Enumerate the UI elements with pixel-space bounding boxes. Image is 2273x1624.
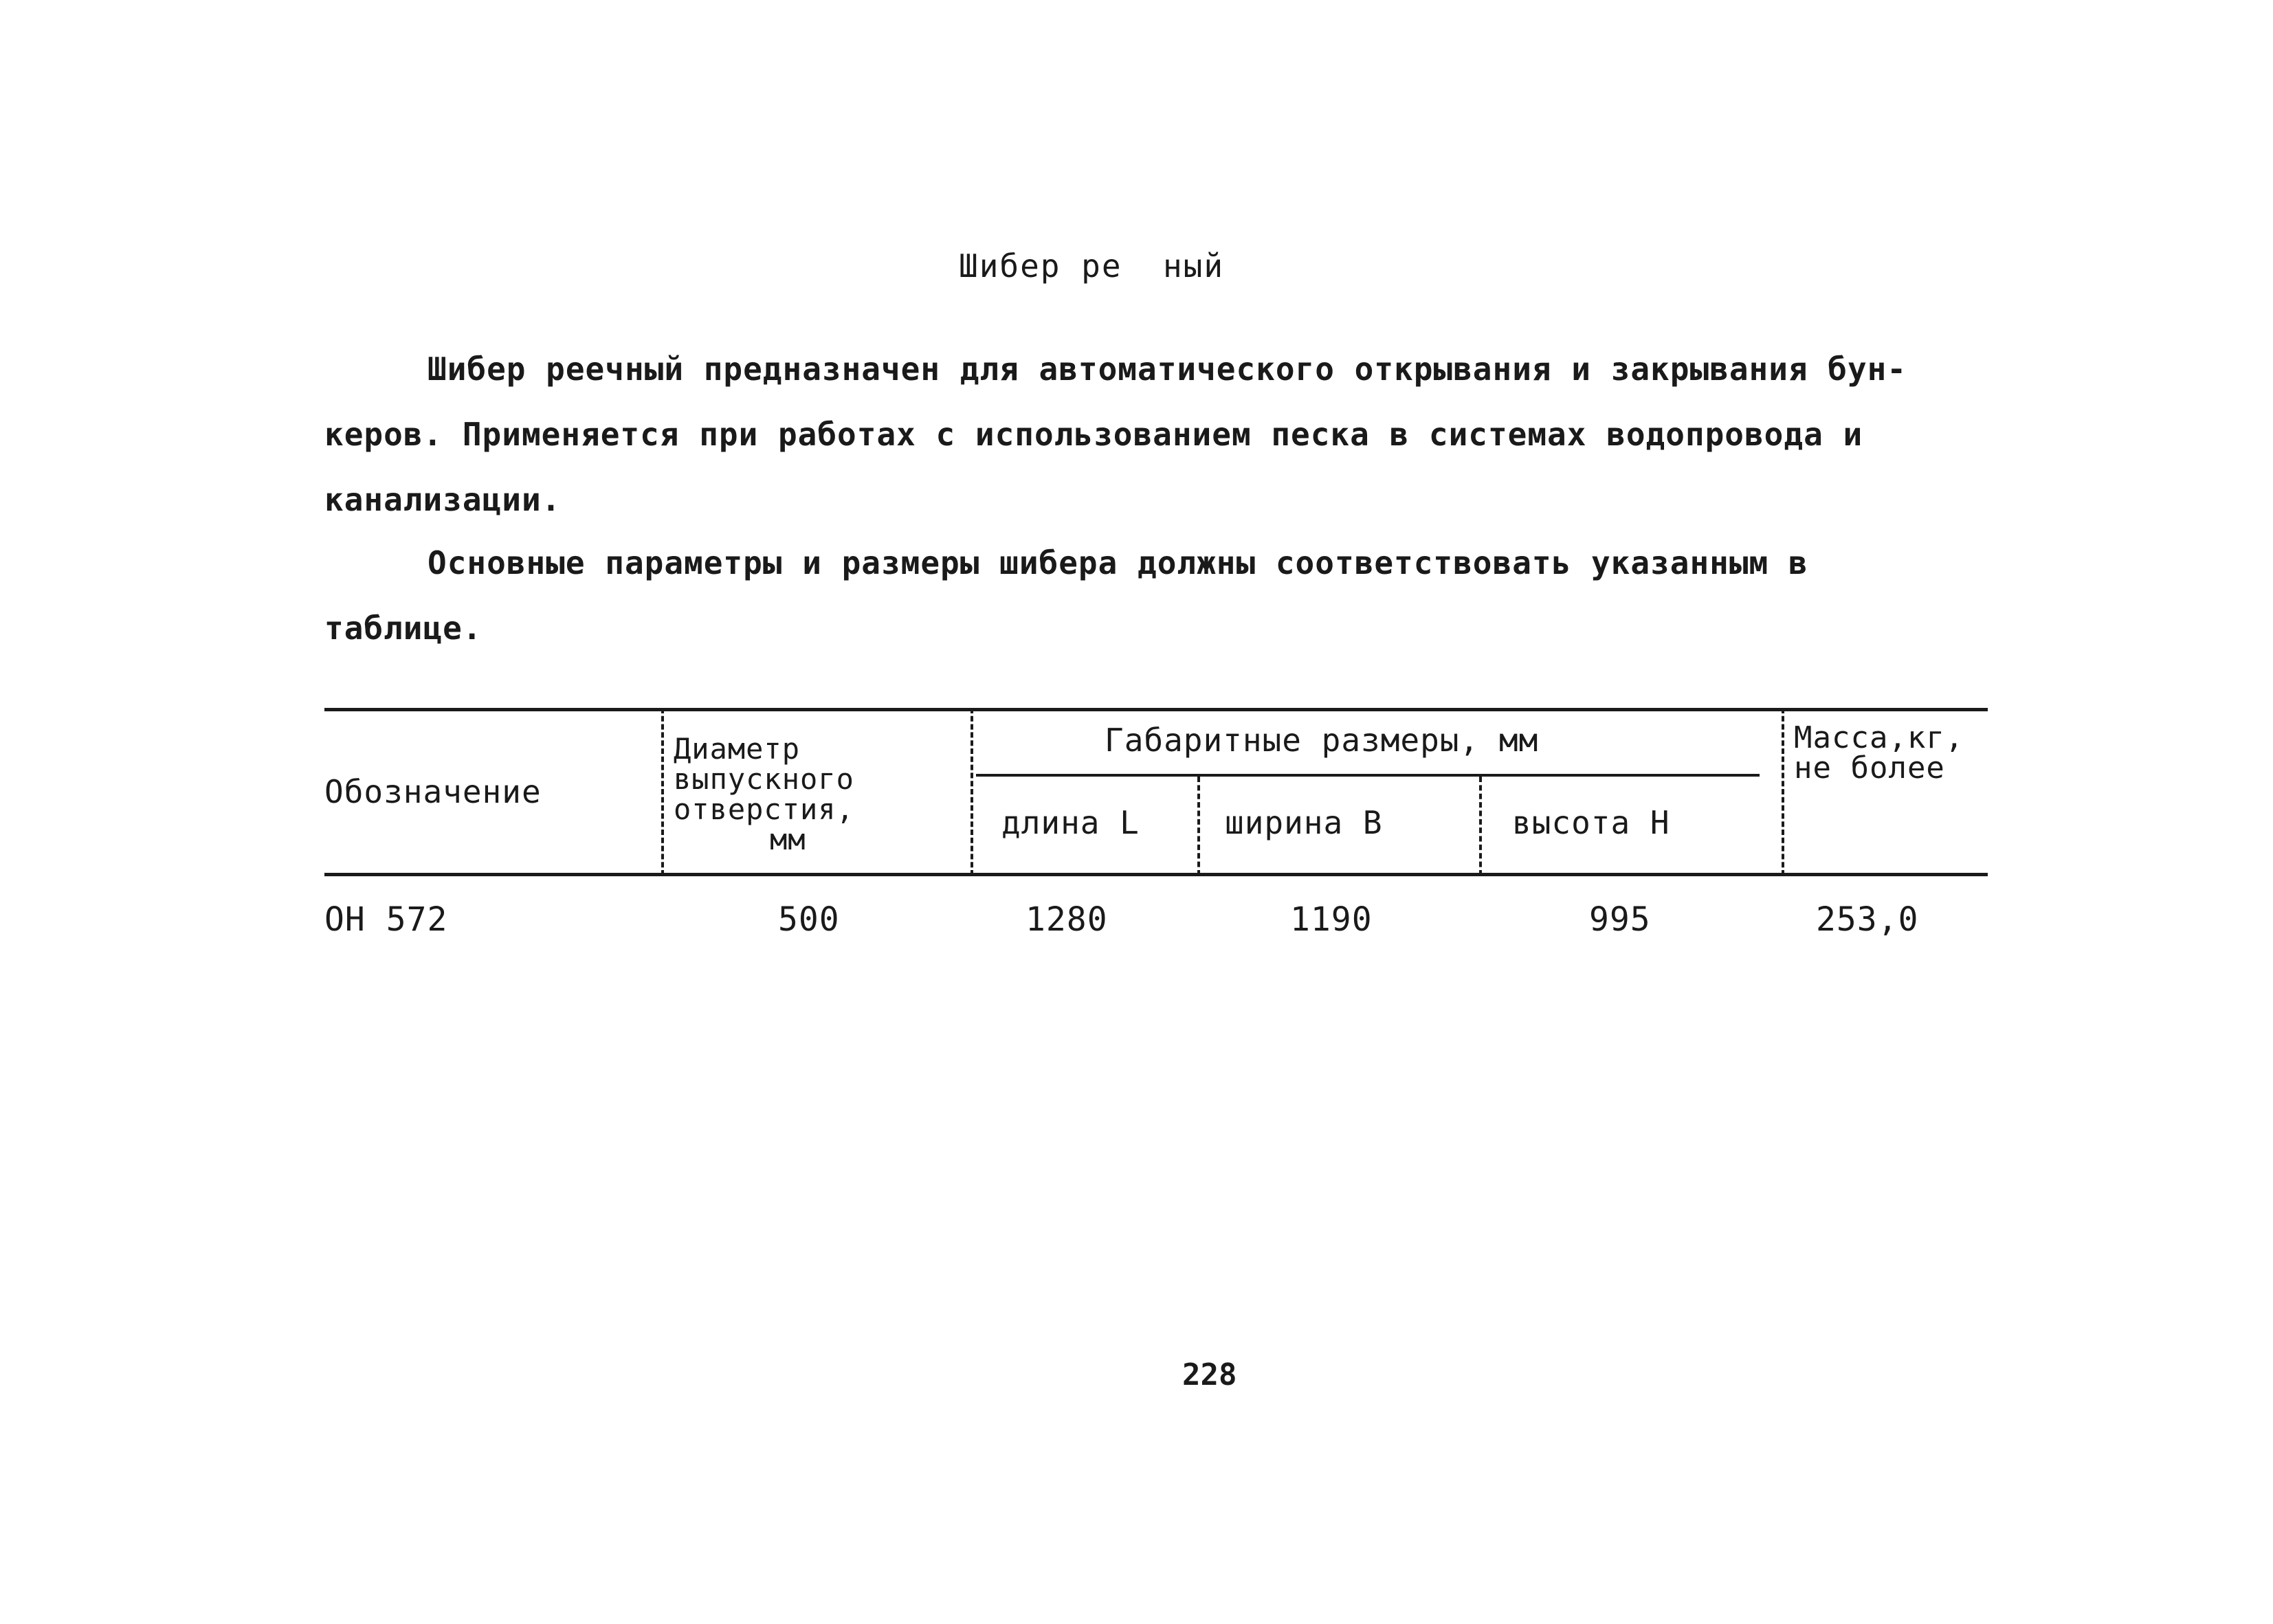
header-mass-line: не более <box>1794 750 1945 786</box>
cell-height: 995 <box>1589 900 1651 939</box>
cell-length: 1280 <box>1025 900 1108 939</box>
paragraph-line: таблице. <box>324 610 483 647</box>
cell-designation: ОН 572 <box>324 900 448 939</box>
header-mass <box>1794 720 1964 786</box>
parameters-paragraph <box>324 531 1974 661</box>
header-mass-line: Масса,кг, <box>1794 720 1964 755</box>
header-height: высота Н <box>1512 804 1670 841</box>
header-overall-dimensions: Габаритные размеры, мм <box>1105 722 1539 759</box>
header-diameter-line: Диаметр <box>674 732 801 766</box>
page-title: Шибер ре ный <box>959 247 1225 285</box>
table-top-rule <box>324 708 1988 711</box>
table-header-bottom-rule <box>324 873 1988 876</box>
column-divider <box>1782 708 1784 876</box>
parameters-table <box>324 708 1988 969</box>
cell-diameter: 500 <box>778 900 840 939</box>
header-designation: Обозначение <box>324 773 542 810</box>
overall-subheader-rule <box>976 774 1760 777</box>
cell-mass: 253,0 <box>1816 900 1919 939</box>
header-length: длина L <box>1001 804 1140 841</box>
column-divider <box>1479 777 1482 876</box>
paragraph-line: керов. Применяется при работах с использованием песка в системах водопровода и <box>324 416 1863 453</box>
intro-paragraph <box>324 337 1974 533</box>
header-diameter-line: отверстия, <box>674 792 854 826</box>
page-number: 228 <box>1182 1357 1237 1392</box>
header-diameter-line: мм <box>770 823 806 856</box>
header-width: ширина В <box>1225 804 1383 841</box>
column-divider <box>1197 777 1200 876</box>
paragraph-line: Шибер реечный предназначен для автоматического открывания и закрывания бун- <box>428 351 1907 388</box>
column-divider <box>661 708 664 876</box>
header-diameter-line: выпускного <box>674 762 854 796</box>
header-diameter <box>674 734 854 855</box>
cell-width: 1190 <box>1290 900 1373 939</box>
paragraph-line: канализации. <box>324 481 562 518</box>
column-divider <box>971 708 973 876</box>
paragraph-line: Основные параметры и размеры шибера должны соответствовать указанным в <box>428 544 1808 581</box>
